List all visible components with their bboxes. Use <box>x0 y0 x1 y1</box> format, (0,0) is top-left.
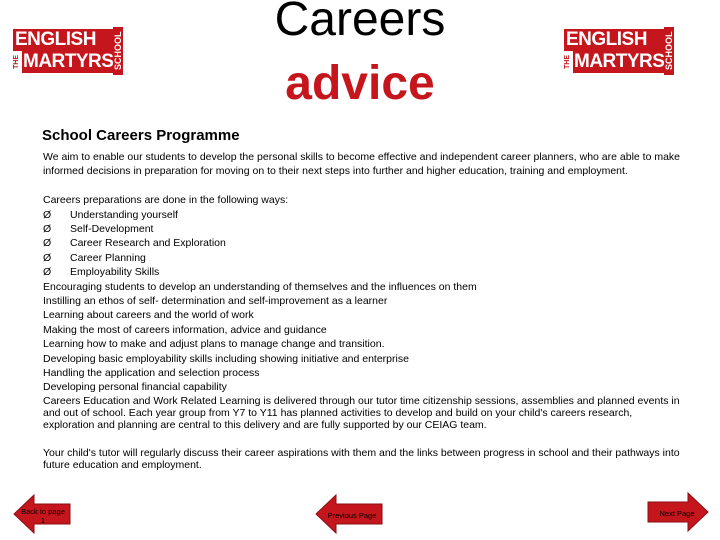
text-line: Encouraging students to develop an understanding of themselves and the influences on them <box>43 280 477 293</box>
logo-word-school: SCHOOL <box>664 27 676 75</box>
text-line: Handling the application and selection process <box>43 367 260 380</box>
bullet-arrow-icon: Ø <box>43 237 52 250</box>
logo-word-the: THE <box>13 55 20 69</box>
bullet-item: Ø Self-Development <box>43 223 154 236</box>
logo-word-english: ENGLISH <box>13 29 113 51</box>
bullet-item: Ø Career Planning <box>43 251 146 264</box>
bullet-arrow-icon: Ø <box>43 266 52 279</box>
bullet-arrow-icon: Ø <box>43 208 52 221</box>
next-page-button[interactable] <box>646 492 710 532</box>
body-text <box>43 150 683 472</box>
bullet-item: Ø Understanding yourself <box>43 208 178 221</box>
bullet-arrow-icon: Ø <box>43 251 52 264</box>
text-line: Making the most of careers information, advice and guidance <box>43 323 327 336</box>
intro-paragraph: We aim to enable our students to develop the personal skills to become effective and independent career planners, who are able to make informed decisions in preparation for moving on to their next steps into further and higher education, training and employment. <box>43 151 681 178</box>
closing-paragraph: Your child's tutor will regularly discuss their career aspirations with them and the links between progress in school and their pathways into future education and employment. <box>43 446 680 472</box>
back-label-line1: Back to page <box>21 507 65 516</box>
logo-word-martyrs: MARTYRS <box>23 51 114 72</box>
text-line: Learning how to make and adjust plans to manage change and transition. <box>43 338 385 351</box>
logo-word-school: SCHOOL <box>113 27 125 75</box>
back-label-line2: 1 <box>40 516 46 525</box>
delivery-paragraph: Careers Education and Work Related Learning is delivered through our tutor time citizenship sessions, assemblies and planned events in and out of school. Each year group from Y7 to Y11 has planned activities to develop and build on your child's careers research, exploration and planning are central to this delivery and are fully supported by our CEIAG team. <box>43 394 680 431</box>
previous-page-label: Previous Page <box>327 511 377 520</box>
text-line: Instilling an ethos of self- determination and self-improvement as a learner <box>43 295 388 308</box>
bullet-arrow-icon: Ø <box>43 223 52 236</box>
bullet-item: Ø Employability Skills <box>43 266 160 279</box>
preparations-intro: Careers preparations are done in the following ways: <box>43 194 289 207</box>
text-line: Learning about careers and the world of work <box>43 309 254 322</box>
logo-word-martyrs: MARTYRS <box>574 51 665 72</box>
page-title-line2: advice <box>285 57 435 110</box>
previous-page-button[interactable] <box>314 494 384 534</box>
logo-word-the: THE <box>564 55 571 69</box>
back-to-page-1-button[interactable] <box>12 494 72 534</box>
logo-word-english: ENGLISH <box>564 29 664 51</box>
next-page-label: Next Page <box>659 509 695 518</box>
bullet-item: Ø Career Research and Exploration <box>43 237 226 250</box>
text-line: Developing basic employability skills including showing initiative and enterprise <box>43 352 409 365</box>
page-title-line1: Careers <box>274 0 446 46</box>
text-line: Developing personal financial capability <box>43 381 227 394</box>
section-heading: School Careers Programme <box>42 127 240 144</box>
